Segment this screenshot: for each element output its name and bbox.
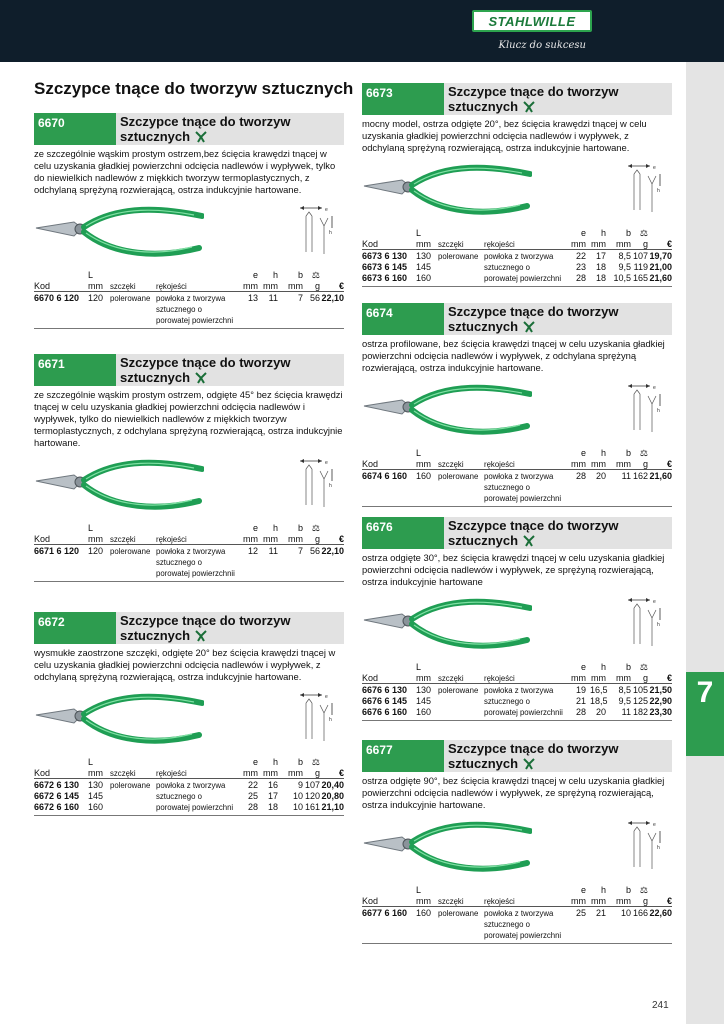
spec-header-row1: L e h b ⚖	[416, 662, 648, 672]
cell-rekojesci: sztucznego o	[156, 305, 202, 314]
plier-photo	[362, 164, 532, 218]
cell-szczeki: polerowane	[110, 781, 151, 790]
product-image-row	[34, 455, 344, 517]
cell-l: 145	[416, 262, 432, 272]
cell-rekojesci: powłoka z tworzywa	[156, 294, 226, 303]
cutting-plier-icon	[194, 131, 208, 143]
page-header	[0, 0, 724, 62]
cell-rekojesci: sztucznego o	[156, 558, 202, 567]
cell-b: 8,5	[618, 251, 631, 261]
cell-szczeki: polerowane	[110, 547, 151, 556]
cutting-plier-icon	[522, 101, 536, 113]
product-code: 6672	[34, 612, 116, 644]
spec-header-row1: L e h b ⚖	[88, 270, 320, 280]
cell-kod: 6674 6 160	[362, 471, 408, 481]
section-title	[116, 113, 344, 145]
table-row	[34, 791, 344, 802]
cell-l: 160	[416, 273, 432, 283]
cell-g: 162	[632, 471, 648, 481]
cell-e: 12	[247, 546, 258, 556]
balance-icon: ⚖	[311, 523, 320, 533]
cell-h: 16,5	[590, 685, 608, 695]
section-title	[444, 83, 672, 115]
cell-rekojesci: sztucznego o	[484, 483, 530, 492]
table-row	[34, 802, 344, 813]
product-section	[362, 517, 672, 721]
product-section	[362, 83, 672, 287]
section-header	[362, 517, 672, 549]
table-row	[362, 251, 672, 262]
spec-header-row2: Kod mm szczęki rękojeści mm mm mm g €	[362, 896, 672, 906]
cell-h: 21	[595, 908, 606, 918]
cell-l: 160	[416, 471, 432, 481]
cell-g: 165	[632, 273, 648, 283]
chapter-tab	[686, 672, 724, 756]
cell-g: 120	[304, 791, 320, 801]
spec-header-row1: L e h b ⚖	[416, 228, 648, 238]
section-title	[116, 612, 344, 644]
cell-rekojesci: powłoka z tworzywa	[484, 909, 554, 918]
svg-text:e: e	[653, 385, 656, 391]
spec-header-row2: Kod mm szczęki rękojeści mm mm mm g €	[34, 534, 344, 544]
cell-rekojesci: powłoka z tworzywa	[156, 781, 226, 790]
section-title-line1: Szczypce tnące do tworzyw	[448, 741, 619, 756]
cell-h: 17	[595, 251, 606, 261]
cell-b: 9	[297, 780, 303, 790]
balance-icon: ⚖	[639, 885, 648, 895]
spec-header-row2: Kod mm szczęki rękojeści mm mm mm g €	[34, 281, 344, 291]
svg-text:e: e	[325, 460, 328, 466]
table-row	[362, 685, 672, 696]
section-description: mocny model, ostrza odgięte 20°, bez ścięcia krawędzi tnącej w celu uzyskania gładkiej powierzchni odcięcia nadlewów i wypływek, z odchylaną sprężyną rozwierającą, ostrza indukcyjnie hartowane.	[362, 118, 647, 153]
section-header	[34, 113, 344, 145]
cell-g: 107	[304, 780, 320, 790]
cell-h: 18,5	[590, 696, 608, 706]
table-row	[34, 780, 344, 791]
product-section	[362, 740, 672, 944]
cell-l: 120	[88, 293, 104, 303]
cell-price: 21,00	[649, 262, 672, 272]
cell-h: 18	[595, 262, 606, 272]
cell-kod: 6673 6 130	[362, 251, 408, 261]
cell-rekojesci: powłoka z tworzywa	[484, 252, 554, 261]
section-description: ostrza odgięte 30°, bez ścięcia krawędzi tnącej w celu uzyskania gładkiej powierzchni odcięcia nadlewów i wypływek, ze sprężyną rozwierającą, ostrza indukcyjnie hartowane	[362, 552, 665, 587]
section-title	[444, 740, 672, 772]
cell-price: 21,50	[649, 685, 672, 695]
product-code: 6673	[362, 83, 444, 115]
chapter-number: 7	[696, 676, 714, 709]
spec-header-row2: Kod mm szczęki rękojeści mm mm mm g €	[362, 239, 672, 249]
svg-text:e: e	[653, 822, 656, 828]
cell-e: 28	[247, 802, 258, 812]
product-section	[34, 612, 344, 816]
table-row	[34, 315, 344, 326]
table-row	[34, 304, 344, 315]
section-title-line2: sztucznych	[448, 99, 519, 114]
section-title-line2: sztucznych	[448, 319, 519, 334]
cell-e: 22	[575, 251, 586, 261]
cell-h: 16	[267, 780, 278, 790]
cell-price: 20,40	[321, 780, 344, 790]
cell-rekojesci: porowatej powierzchnii	[156, 569, 235, 578]
cell-kod: 6677 6 160	[362, 908, 408, 918]
section-title-line1: Szczypce tnące do tworzyw	[120, 613, 291, 628]
section-title-line2: sztucznych	[448, 533, 519, 548]
cell-price: 22,90	[649, 696, 672, 706]
section-title-line2: sztucznych	[120, 370, 191, 385]
cell-rekojesci: powłoka z tworzywa	[484, 472, 554, 481]
plier-photo	[34, 459, 204, 513]
cell-szczeki: polerowane	[438, 472, 479, 481]
dimension-diagram-icon	[298, 691, 336, 747]
cell-h: 11	[268, 293, 278, 303]
svg-text:h: h	[657, 845, 660, 851]
section-description: ze szczególnie wąskim prostym ostrzem, odgięte 45° bez ścięcia krawędzi tnącej w celu uzyskania gładkiej powierzchni odcięcia nadlewów i wypływek, tylko do niewielkich nadlewów z miękkich tworzyw termoplastycznych, z odchylana sprężyną rozwierającą, ostrza indukcyjnie hartowane.	[34, 389, 343, 448]
table-row	[362, 919, 672, 930]
section-description: ostrza odgięte 90°, bez ścięcia krawędzi tnącej w celu uzyskania gładkiej powierzchni odcięcia nadlewów i wypływek, ze sprężyną rozwierającą, ostrza indukcyjnie hartowane.	[362, 775, 665, 810]
product-image-row	[34, 202, 344, 264]
spec-header-row1: L e h b ⚖	[416, 885, 648, 895]
cell-kod: 6672 6 130	[34, 780, 80, 790]
balance-icon: ⚖	[639, 448, 648, 458]
cell-l: 160	[88, 802, 104, 812]
cell-e: 21	[575, 696, 586, 706]
section-description: ze szczególnie wąskim prostym ostrzem,bez ścięcia krawędzi tnącej w celu uzyskania gładkiej powierzchni odcięcia nadlewów i wypływek, tylko do niewielkich nadlewów z miękkich tworzyw termoplastycznych, z odchylaną sprężyną rozwierającą, ostrza indukcyjnie hartowane.	[34, 148, 336, 195]
svg-text:e: e	[653, 165, 656, 171]
cutting-plier-icon	[522, 321, 536, 333]
cell-szczeki: polerowane	[438, 909, 479, 918]
cell-e: 13	[247, 293, 258, 303]
section-header	[362, 303, 672, 335]
spec-table	[34, 523, 344, 582]
brand-slogan: Klucz do sukcesu	[498, 40, 586, 51]
spec-header-row1: L e h b ⚖	[416, 448, 648, 458]
svg-text:e: e	[325, 207, 328, 213]
cell-l: 160	[416, 707, 432, 717]
plier-photo	[34, 206, 204, 260]
spec-table	[34, 757, 344, 816]
cell-l: 160	[416, 908, 432, 918]
section-header	[362, 83, 672, 115]
cell-b: 7	[297, 293, 303, 303]
cell-g: 105	[632, 685, 648, 695]
spec-header-row1: L e h b ⚖	[88, 523, 320, 533]
cell-szczeki: polerowane	[438, 686, 479, 695]
spec-header-row2: Kod mm szczęki rękojeści mm mm mm g €	[362, 459, 672, 469]
cell-price: 19,70	[649, 251, 672, 261]
table-row	[362, 262, 672, 273]
brand-name: STAHLWILLE	[488, 14, 576, 29]
section-title-line2: sztucznych	[120, 628, 191, 643]
cell-rekojesci: porowatej powierzchnii	[484, 708, 563, 717]
section-title	[116, 354, 344, 386]
cell-price: 23,30	[649, 707, 672, 717]
cell-b: 9,5	[618, 262, 631, 272]
cell-e: 22	[247, 780, 258, 790]
cell-kod: 6673 6 160	[362, 273, 408, 283]
cell-l: 120	[88, 546, 104, 556]
cell-kod: 6676 6 130	[362, 685, 408, 695]
svg-text:h: h	[657, 188, 660, 194]
table-row	[362, 696, 672, 707]
table-row	[34, 568, 344, 579]
spec-header-row1: L e h b ⚖	[88, 757, 320, 767]
cell-b: 11	[621, 471, 631, 481]
spec-table	[34, 270, 344, 329]
stahlwille-logo	[472, 10, 592, 32]
cell-szczeki: polerowane	[438, 252, 479, 261]
svg-text:h: h	[329, 230, 332, 236]
cell-price: 21,60	[649, 471, 672, 481]
spec-header-row2: Kod mm szczęki rękojeści mm mm mm g €	[34, 768, 344, 778]
spec-table	[362, 662, 672, 721]
table-row	[34, 557, 344, 568]
cell-h: 20	[595, 471, 606, 481]
cell-price: 21,10	[321, 802, 344, 812]
section-header	[34, 612, 344, 644]
cell-l: 130	[88, 780, 104, 790]
cutting-plier-icon	[194, 372, 208, 384]
cell-kod: 6676 6 160	[362, 707, 408, 717]
spec-table	[362, 885, 672, 944]
spec-table	[362, 448, 672, 507]
cell-g: 161	[304, 802, 320, 812]
dimension-diagram-icon	[626, 162, 664, 218]
product-code: 6674	[362, 303, 444, 335]
cell-kod: 6672 6 145	[34, 791, 80, 801]
table-row	[34, 546, 344, 557]
cell-kod: 6670 6 120	[34, 293, 80, 303]
cell-rekojesci: porowatej powierzchni	[156, 316, 234, 325]
plier-photo	[362, 821, 532, 875]
cell-l: 145	[416, 696, 432, 706]
cell-rekojesci: porowatej powierzchni	[484, 494, 562, 503]
cutting-plier-icon	[522, 758, 536, 770]
section-title-line2: sztucznych	[120, 129, 191, 144]
section-title-line1: Szczypce tnące do tworzyw	[120, 114, 291, 129]
product-code: 6670	[34, 113, 116, 145]
product-code: 6677	[362, 740, 444, 772]
svg-text:h: h	[657, 408, 660, 414]
product-image-row	[362, 380, 672, 442]
cell-g: 56	[309, 546, 320, 556]
side-strip	[686, 62, 724, 1024]
page-title: Szczypce tnące do tworzyw sztucznych	[34, 79, 354, 98]
section-title-line1: Szczypce tnące do tworzyw	[448, 84, 619, 99]
cell-kod: 6672 6 160	[34, 802, 80, 812]
balance-icon: ⚖	[311, 270, 320, 280]
cell-e: 19	[575, 685, 586, 695]
cell-rekojesci: sztucznego o	[484, 263, 530, 272]
table-row	[362, 482, 672, 493]
cell-rekojesci: powłoka z tworzywa	[484, 686, 554, 695]
cell-b: 10	[292, 791, 303, 801]
cell-b: 10,5	[613, 273, 631, 283]
cell-h: 18	[595, 273, 606, 283]
cell-kod: 6671 6 120	[34, 546, 80, 556]
cell-g: 166	[632, 908, 648, 918]
spec-table	[362, 228, 672, 287]
product-image-row	[34, 689, 344, 751]
cell-h: 17	[267, 791, 278, 801]
product-section	[34, 354, 344, 582]
table-row	[362, 471, 672, 482]
dimension-diagram-icon	[626, 596, 664, 652]
cell-b: 8,5	[618, 685, 631, 695]
product-image-row	[362, 594, 672, 656]
table-row	[34, 293, 344, 304]
cell-h: 18	[267, 802, 278, 812]
cell-kod: 6673 6 145	[362, 262, 408, 272]
product-section	[362, 303, 672, 507]
cell-price: 22,10	[321, 546, 344, 556]
cell-e: 25	[247, 791, 258, 801]
cell-l: 130	[416, 685, 432, 695]
cell-b: 9,5	[618, 696, 631, 706]
cell-rekojesci: powłoka z tworzywa	[156, 547, 226, 556]
balance-icon: ⚖	[639, 228, 648, 238]
cutting-plier-icon	[194, 630, 208, 642]
dimension-diagram-icon	[626, 382, 664, 438]
product-section	[34, 113, 344, 329]
table-row	[362, 908, 672, 919]
svg-text:h: h	[657, 622, 660, 628]
svg-text:e: e	[653, 599, 656, 605]
balance-icon: ⚖	[639, 662, 648, 672]
cell-g: 56	[309, 293, 320, 303]
cell-e: 23	[575, 262, 586, 272]
cell-e: 28	[575, 707, 586, 717]
section-title	[444, 517, 672, 549]
cell-price: 20,80	[321, 791, 344, 801]
cell-kod: 6676 6 145	[362, 696, 408, 706]
plier-photo	[362, 384, 532, 438]
table-row	[362, 493, 672, 504]
table-row	[362, 707, 672, 718]
section-title-line1: Szczypce tnące do tworzyw	[448, 518, 619, 533]
balance-icon: ⚖	[311, 757, 320, 767]
cell-l: 145	[88, 791, 104, 801]
cell-g: 182	[632, 707, 648, 717]
section-title-line1: Szczypce tnące do tworzyw	[120, 355, 291, 370]
cell-price: 22,60	[649, 908, 672, 918]
cell-h: 20	[595, 707, 606, 717]
cell-e: 25	[575, 908, 586, 918]
product-image-row	[362, 817, 672, 879]
cell-b: 7	[297, 546, 303, 556]
cell-price: 21,60	[649, 273, 672, 283]
svg-text:h: h	[329, 483, 332, 489]
dimension-diagram-icon	[298, 204, 336, 260]
cell-l: 130	[416, 251, 432, 261]
cell-rekojesci: sztucznego o	[484, 920, 530, 929]
product-code: 6671	[34, 354, 116, 386]
cell-b: 10	[292, 802, 303, 812]
section-title	[444, 303, 672, 335]
cell-g: 125	[632, 696, 648, 706]
cell-g: 119	[633, 262, 648, 272]
section-title-line2: sztucznych	[448, 756, 519, 771]
product-image-row	[362, 160, 672, 222]
svg-text:h: h	[329, 717, 332, 723]
section-title-line1: Szczypce tnące do tworzyw	[448, 304, 619, 319]
cell-h: 11	[268, 546, 278, 556]
cell-g: 107	[632, 251, 648, 261]
cell-szczeki: polerowane	[110, 294, 151, 303]
svg-text:e: e	[325, 694, 328, 700]
cell-rekojesci: sztucznego o	[484, 697, 530, 706]
cutting-plier-icon	[522, 535, 536, 547]
section-header	[34, 354, 344, 386]
table-row	[362, 930, 672, 941]
dimension-diagram-icon	[626, 819, 664, 875]
cell-e: 28	[575, 273, 586, 283]
page-number: 241	[652, 1000, 669, 1011]
cell-b: 11	[621, 707, 631, 717]
product-code: 6676	[362, 517, 444, 549]
spec-header-row2: Kod mm szczęki rękojeści mm mm mm g €	[362, 673, 672, 683]
cell-b: 10	[620, 908, 631, 918]
plier-photo	[362, 598, 532, 652]
section-description: wysmukłe zaostrzone szczęki, odgięte 20° bez ścięcia krawędzi tnącej w celu uzyskania gładkiej powierzchni odcięcia nadlewów i wypływek, z odchylaną sprężyną rozwierającą, ostrza indukcyjnie hartowane.	[34, 647, 336, 682]
cell-rekojesci: porowatej powierzchni	[484, 274, 562, 283]
cell-rekojesci: porowatej powierzchni	[484, 931, 562, 940]
section-header	[362, 740, 672, 772]
cell-e: 28	[575, 471, 586, 481]
cell-rekojesci: sztucznego o	[156, 792, 202, 801]
section-description: ostrza profilowane, bez ścięcia krawędzi tnącej w celu uzyskania gładkiej powierzchni odcięcia nadlewów i wypływek, z odchylana sprężyną rozwierającą, ostrza indukcyjnie hartowane.	[362, 338, 665, 373]
cell-price: 22,10	[321, 293, 344, 303]
cell-rekojesci: porowatej powierzchni	[156, 803, 234, 812]
plier-photo	[34, 693, 204, 747]
dimension-diagram-icon	[298, 457, 336, 513]
table-row	[362, 273, 672, 284]
